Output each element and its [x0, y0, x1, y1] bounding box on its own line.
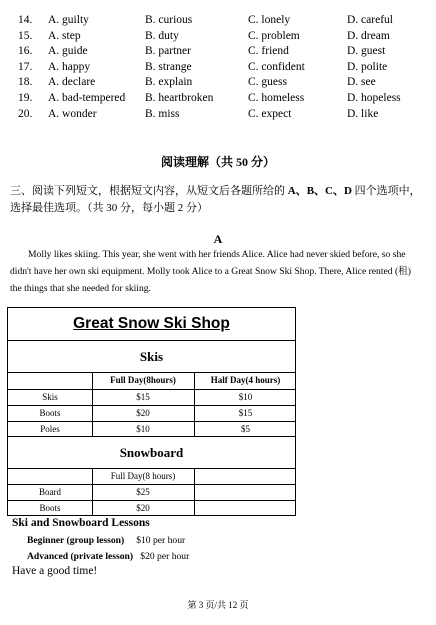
- option-c: C. confident: [248, 60, 305, 73]
- option-a: A. declare: [48, 76, 96, 89]
- option-d: D. polite: [347, 60, 388, 73]
- option-row-19: [18, 91, 428, 107]
- instructions: [10, 183, 424, 217]
- lesson-price: $20 per hour: [140, 551, 190, 562]
- price-cell: $5: [241, 424, 250, 434]
- option-a: A. guide: [48, 45, 88, 58]
- ski-shop-table: [7, 307, 296, 516]
- question-number: 14.: [18, 14, 33, 26]
- col-half-day: Half Day(4 hours): [210, 375, 281, 385]
- question-number: 15.: [18, 29, 33, 42]
- option-c: C. problem: [248, 29, 300, 42]
- option-row-16: [18, 44, 428, 60]
- option-d: D. guest: [347, 45, 386, 58]
- option-c: C. friend: [248, 45, 289, 58]
- row-label: Skis: [42, 392, 58, 402]
- lesson-advanced: [27, 551, 189, 562]
- option-c: C. guess: [248, 76, 287, 89]
- snowboard-heading: Snowboard: [119, 445, 184, 460]
- shop-title: Great Snow Ski Shop: [73, 315, 230, 332]
- option-b: B. duty: [145, 29, 179, 42]
- option-d: D. see: [347, 76, 376, 89]
- option-row-18: [18, 75, 428, 91]
- option-b: B. miss: [145, 107, 180, 120]
- option-b: B. partner: [145, 45, 191, 58]
- farewell-text: Have a good time!: [12, 565, 98, 577]
- table-rule: [8, 500, 295, 501]
- option-b: B. curious: [145, 14, 193, 26]
- col-full-day: Full Day(8hours): [110, 375, 176, 385]
- table-rule: [8, 436, 295, 437]
- option-row-14: [18, 13, 428, 29]
- price-cell: $20: [136, 503, 150, 513]
- option-b: B. strange: [145, 60, 192, 73]
- table-rule: [8, 405, 295, 406]
- passage-label: A: [213, 232, 223, 246]
- table-rule: [8, 389, 295, 390]
- option-a: A. step: [48, 29, 81, 42]
- option-a: A. wonder: [48, 107, 97, 120]
- price-cell: $10: [238, 392, 253, 402]
- option-b: B. explain: [145, 76, 193, 89]
- option-a: A. bad-tempered: [48, 91, 126, 104]
- lessons-title: Ski and Snowboard Lessons: [12, 517, 150, 529]
- price-cell: $15: [238, 408, 253, 418]
- lesson-label: Beginner (group lesson): [27, 535, 125, 546]
- option-a: A. guilty: [48, 14, 89, 26]
- option-b: B. heartbroken: [145, 91, 214, 104]
- row-label: Poles: [40, 424, 60, 434]
- row-label: Boots: [39, 408, 61, 418]
- price-cell: $20: [136, 408, 150, 418]
- option-d: D. hopeless: [347, 91, 401, 104]
- instructions-letters: A、B、C、D: [287, 185, 352, 197]
- price-cell: $25: [136, 487, 150, 497]
- col-full-day: Full Day(8 hours): [110, 471, 176, 481]
- option-d: D. like: [347, 107, 379, 120]
- question-number: 19.: [18, 91, 33, 104]
- table-rule: [8, 372, 295, 373]
- row-label: Boots: [39, 503, 61, 513]
- question-number: 17.: [18, 60, 33, 73]
- question-number: 18.: [18, 76, 33, 89]
- instructions-part2: 四个选项中，选择最佳选项。（共 30 分，每小题 2 分）: [10, 185, 421, 214]
- option-d: D. dream: [347, 29, 390, 42]
- question-number: 20.: [18, 107, 33, 120]
- row-label: Board: [39, 487, 61, 497]
- table-rule: [8, 468, 295, 469]
- option-row-15: [18, 29, 428, 45]
- price-cell: $10: [136, 424, 150, 434]
- passage-text: Molly likes skiing. This year, she went with her friends Alice. Alice had never skied before, so she didn't have her own ski equipment. Molly took Alice to a Great Snow Ski Shop. There, Alice rented (租) the things that she needed for skiing.: [10, 249, 411, 294]
- option-d: D. careful: [347, 14, 393, 26]
- lesson-beginner: [27, 535, 185, 546]
- lesson-price: $10 per hour: [136, 535, 186, 546]
- table-rule: [8, 421, 295, 422]
- option-row-20: [18, 107, 428, 123]
- table-rule: [194, 468, 195, 516]
- skis-heading: Skis: [139, 349, 164, 364]
- lesson-label: Advanced (private lesson): [27, 551, 134, 562]
- question-number: 16.: [18, 45, 33, 58]
- price-cell: $15: [136, 392, 150, 402]
- page-number: 第 3 页/共 12 页: [187, 600, 249, 610]
- instructions-part1: 三、阅读下列短文，根据短文内容，从短文后各题所给的: [10, 185, 288, 197]
- option-row-17: [18, 60, 428, 76]
- option-c: C. expect: [248, 107, 292, 120]
- table-rule: [8, 484, 295, 485]
- option-c: C. lonely: [248, 14, 291, 26]
- option-a: A. happy: [48, 60, 91, 73]
- option-c: C. homeless: [248, 91, 305, 104]
- answer-options: [18, 13, 428, 122]
- table-rule: [8, 340, 295, 341]
- section-title: 阅读理解（共 50 分）: [160, 155, 275, 169]
